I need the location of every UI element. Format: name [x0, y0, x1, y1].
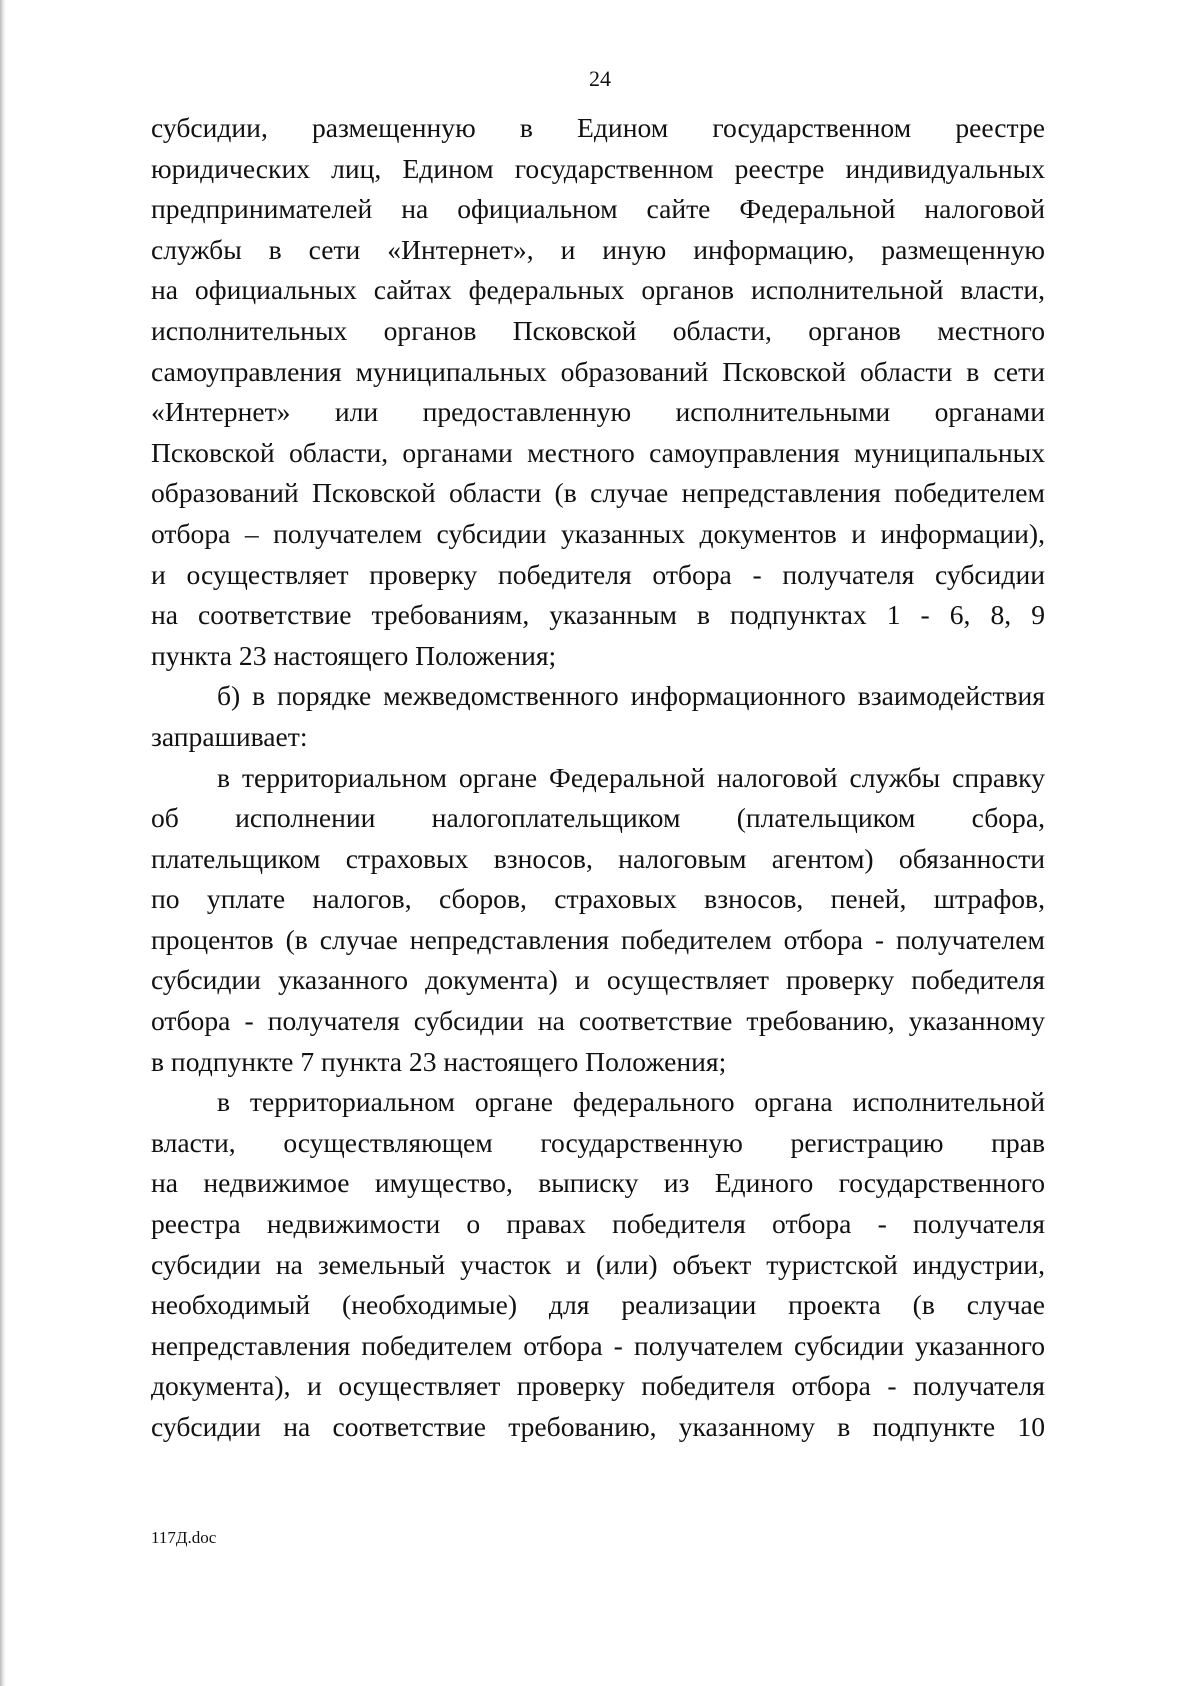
text-line: субсидии на соответствие требованию, указанному в подпункте 10: [151, 1411, 1045, 1442]
text-line: предпринимателей на официальном сайте Федеральной налоговой: [151, 193, 1045, 225]
text-line: субсидии указанного документа) и осуществляет проверку победителя: [151, 964, 1045, 996]
paragraph: [151, 108, 1045, 676]
footer-filename: 117Д.doc: [151, 1528, 217, 1547]
text-line: субсидии, размещенную в Едином государственном реестре: [151, 112, 1045, 143]
text-line: образований Псковской области (в случае непредставления победителем: [151, 477, 1045, 509]
text-line: документа), и осуществляет проверку победителя отбора - получателя: [151, 1370, 1045, 1402]
text-line: в территориальном органе федерального органа исполнительной: [217, 1086, 1045, 1118]
text-line: «Интернет» или предоставленную исполнительными органами: [151, 396, 1045, 428]
text-line: и осуществляет проверку победителя отбора - получателя субсидии: [151, 558, 1045, 590]
text-line: пункта 23 настоящего Положения;: [151, 639, 557, 671]
text-line: субсидии на земельный участок и (или) объект туристской индустрии,: [151, 1248, 1045, 1280]
text-line: на официальных сайтах федеральных органов исполнительной власти,: [151, 274, 1045, 306]
paragraph: [151, 1082, 1045, 1447]
text-line: отбора - получателя субсидии на соответствие требованию, указанному: [151, 1005, 1045, 1037]
text-line: процентов (в случае непредставления победителем отбора - получателем: [151, 923, 1045, 955]
scan-edge: [0, 0, 6, 1686]
text-line: юридических лиц, Едином государственном реестре индивидуальных: [151, 152, 1045, 184]
text-line: Псковской области, органами местного самоуправления муниципальных: [151, 436, 1045, 468]
paragraph: [151, 676, 1045, 757]
text-line: исполнительных органов Псковской области, органов местного: [151, 314, 1045, 346]
text-line: плательщиком страховых взносов, налоговым агентом) обязанности: [151, 842, 1045, 874]
page-number: 24: [589, 66, 611, 91]
text-line: по уплате налогов, сборов, страховых взносов, пеней, штрафов,: [151, 883, 1045, 915]
text-line: на соответствие требованиям, указанным в подпунктах 1 - 6, 8, 9: [151, 599, 1045, 631]
text-line: необходимый (необходимые) для реализации проекта (в случае: [151, 1289, 1045, 1321]
text-line: на недвижимое имущество, выписку из Единого государственного: [151, 1167, 1045, 1199]
text-line: реестра недвижимости о правах победителя отбора - получателя: [151, 1208, 1045, 1240]
document-body: [151, 108, 1045, 1448]
text-line: отбора – получателем субсидии указанных документов и информации),: [151, 517, 1045, 549]
text-line: б) в порядке межведомственного информационного взаимодействия: [217, 680, 1045, 712]
text-line: запрашивает:: [151, 720, 308, 752]
text-line: непредставления победителем отбора - получателем субсидии указанного: [151, 1329, 1045, 1361]
text-line: в территориальном органе Федеральной налоговой службы справку: [217, 761, 1045, 793]
text-line: самоуправления муниципальных образований Псковской области в сети: [151, 355, 1045, 387]
text-line: в подпункте 7 пункта 23 настоящего Положения;: [151, 1045, 727, 1077]
paragraph: [151, 758, 1045, 1083]
text-line: об исполнении налогоплательщиком (плательщиком сбора,: [151, 802, 1045, 834]
text-line: службы в сети «Интернет», и иную информацию, размещенную: [151, 233, 1045, 265]
text-line: власти, осуществляющем государственную регистрацию прав: [151, 1126, 1045, 1158]
